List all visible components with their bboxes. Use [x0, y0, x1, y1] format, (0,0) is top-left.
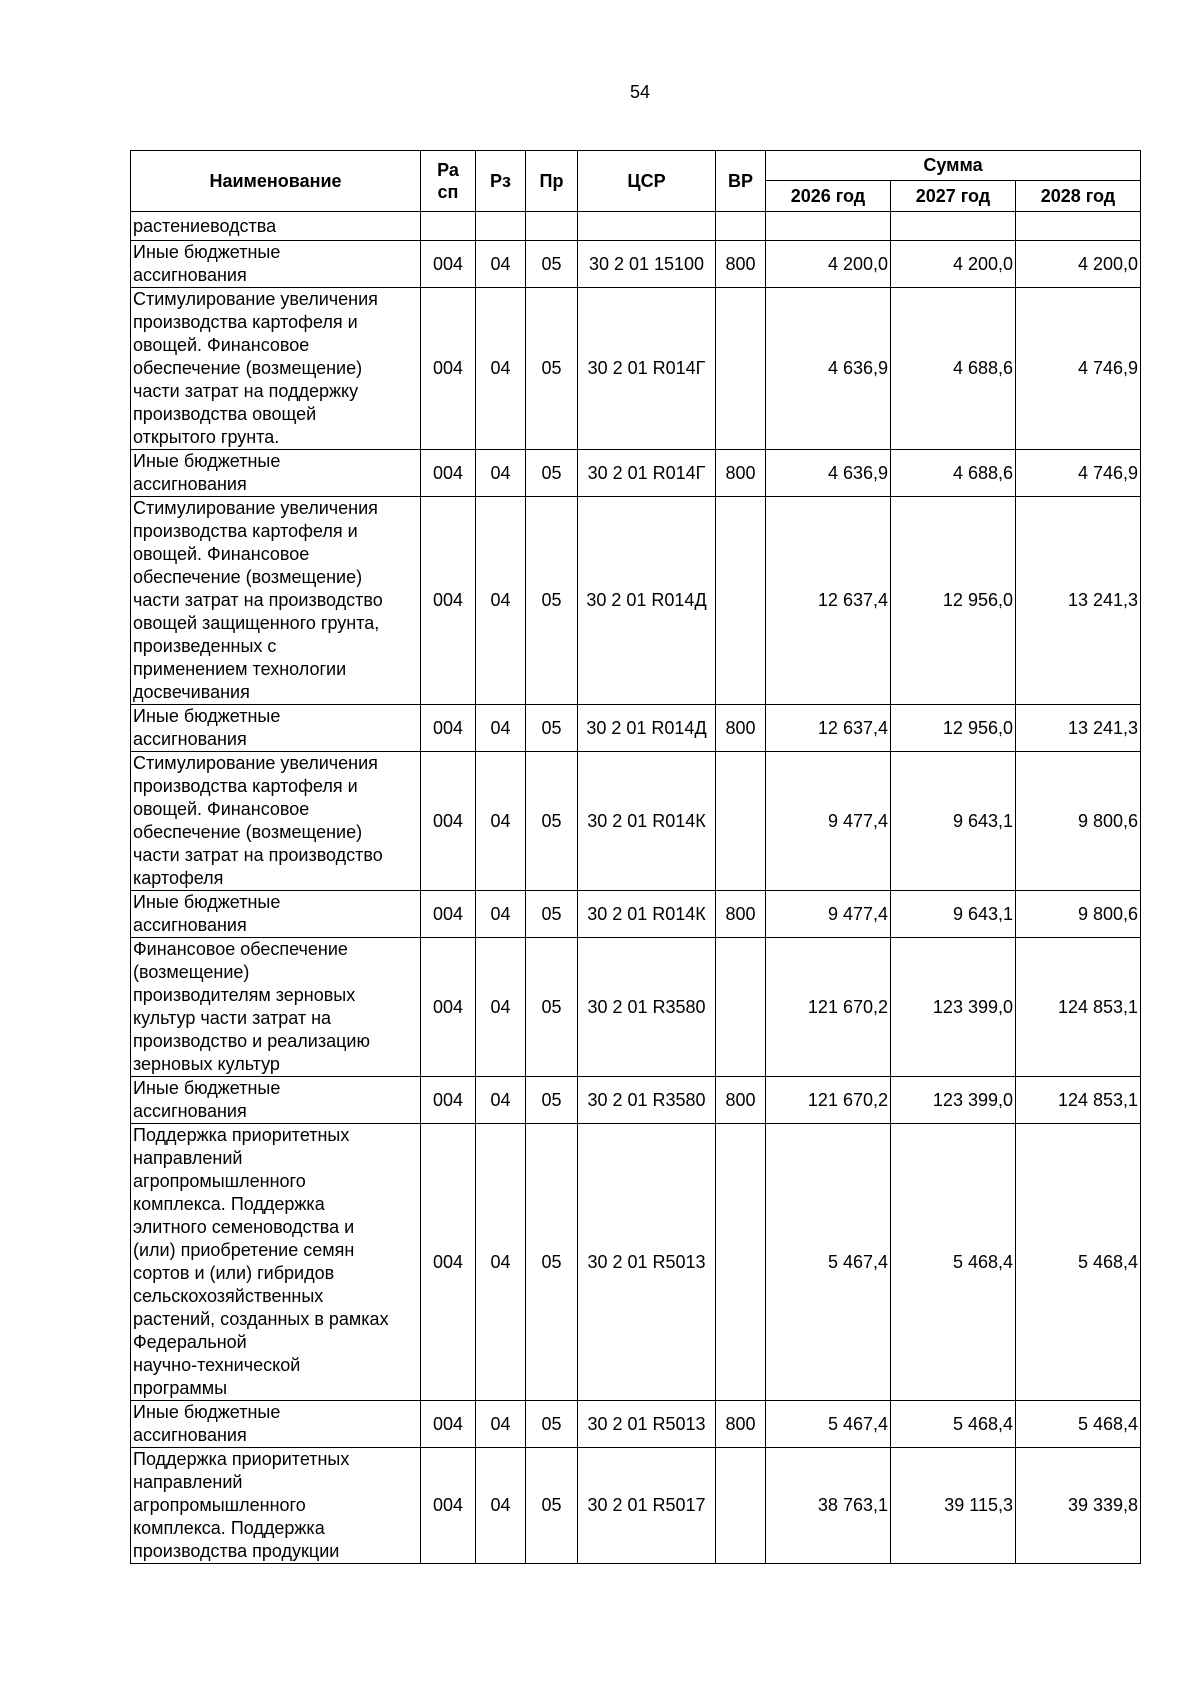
row-2028: 124 853,1 — [1016, 1077, 1141, 1124]
row-pr: 05 — [526, 497, 578, 705]
row-2028: 124 853,1 — [1016, 938, 1141, 1077]
row-pr: 05 — [526, 1401, 578, 1448]
row-name: Иные бюджетные ассигнования — [131, 241, 421, 288]
table-row — [131, 1124, 1141, 1401]
table-row — [131, 1077, 1141, 1124]
row-2027: 4 200,0 — [891, 241, 1016, 288]
row-rz: 04 — [476, 497, 526, 705]
row-2027: 12 956,0 — [891, 497, 1016, 705]
row-rz: 04 — [476, 891, 526, 938]
row-pr: 05 — [526, 1124, 578, 1401]
row-rasp: 004 — [421, 705, 476, 752]
row-rasp: 004 — [421, 1401, 476, 1448]
table-row — [131, 241, 1141, 288]
header-year-2026: 2026 год — [766, 181, 891, 212]
row-rasp: 004 — [421, 497, 476, 705]
row-2027: 5 468,4 — [891, 1401, 1016, 1448]
row-2027: 123 399,0 — [891, 1077, 1016, 1124]
row-pr: 05 — [526, 450, 578, 497]
row-pr: 05 — [526, 1077, 578, 1124]
table-row — [131, 288, 1141, 450]
row-pr: 05 — [526, 891, 578, 938]
row-name: Стимулирование увеличения производства картофеля и овощей. Финансовое обеспечение (возмещение) части затрат на производство овощей защищенного грунта, произведенных с применением технологии досвечивания — [131, 497, 421, 705]
row-vr: 800 — [716, 891, 766, 938]
row-2027: 4 688,6 — [891, 450, 1016, 497]
row-csr: 30 2 01 R5017 — [578, 1448, 716, 1564]
row-rz — [476, 212, 526, 241]
table-row — [131, 1448, 1141, 1564]
row-pr: 05 — [526, 241, 578, 288]
row-2026: 5 467,4 — [766, 1401, 891, 1448]
row-2027: 4 688,6 — [891, 288, 1016, 450]
row-rz: 04 — [476, 752, 526, 891]
row-rz: 04 — [476, 241, 526, 288]
row-2026: 5 467,4 — [766, 1124, 891, 1401]
header-rasp: Ра сп — [421, 151, 476, 212]
row-vr: 800 — [716, 1401, 766, 1448]
row-name: Иные бюджетные ассигнования — [131, 891, 421, 938]
row-pr — [526, 212, 578, 241]
header-sum: Сумма — [766, 151, 1141, 181]
row-name: Иные бюджетные ассигнования — [131, 450, 421, 497]
row-rasp: 004 — [421, 891, 476, 938]
table-row — [131, 212, 1141, 241]
row-2028: 4 746,9 — [1016, 450, 1141, 497]
row-2028: 9 800,6 — [1016, 891, 1141, 938]
row-vr: 800 — [716, 241, 766, 288]
table-row — [131, 1401, 1141, 1448]
header-vr: ВР — [716, 151, 766, 212]
table-row — [131, 497, 1141, 705]
row-2026: 9 477,4 — [766, 891, 891, 938]
page-number: 54 — [629, 82, 651, 102]
header-year-2028: 2028 год — [1016, 181, 1141, 212]
row-rz: 04 — [476, 1448, 526, 1564]
row-2027: 9 643,1 — [891, 752, 1016, 891]
row-csr: 30 2 01 R014Г — [578, 450, 716, 497]
row-2027: 123 399,0 — [891, 938, 1016, 1077]
row-vr — [716, 288, 766, 450]
row-2026: 4 636,9 — [766, 288, 891, 450]
row-2026: 4 200,0 — [766, 241, 891, 288]
row-vr — [716, 752, 766, 891]
table-row — [131, 752, 1141, 891]
row-rz: 04 — [476, 1401, 526, 1448]
row-csr: 30 2 01 R014К — [578, 752, 716, 891]
row-2027 — [891, 212, 1016, 241]
header-pr: Пр — [526, 151, 578, 212]
row-vr: 800 — [716, 1077, 766, 1124]
row-rasp — [421, 212, 476, 241]
row-rz: 04 — [476, 938, 526, 1077]
header-year-2027: 2027 год — [891, 181, 1016, 212]
row-vr — [716, 938, 766, 1077]
row-csr: 30 2 01 R5013 — [578, 1124, 716, 1401]
row-rz: 04 — [476, 1124, 526, 1401]
table-row — [131, 891, 1141, 938]
row-name: растениеводства — [131, 212, 421, 241]
header-name: Наименование — [131, 151, 421, 212]
row-2026: 38 763,1 — [766, 1448, 891, 1564]
row-csr — [578, 212, 716, 241]
row-2026: 9 477,4 — [766, 752, 891, 891]
row-rasp: 004 — [421, 288, 476, 450]
row-2028: 4 746,9 — [1016, 288, 1141, 450]
row-2028: 39 339,8 — [1016, 1448, 1141, 1564]
row-rz: 04 — [476, 1077, 526, 1124]
row-2027: 9 643,1 — [891, 891, 1016, 938]
row-csr: 30 2 01 R014Д — [578, 705, 716, 752]
row-csr: 30 2 01 R5013 — [578, 1401, 716, 1448]
row-csr: 30 2 01 R014Г — [578, 288, 716, 450]
table-row — [131, 938, 1141, 1077]
row-2028 — [1016, 212, 1141, 241]
row-2028: 5 468,4 — [1016, 1124, 1141, 1401]
row-2028: 5 468,4 — [1016, 1401, 1141, 1448]
row-rasp: 004 — [421, 938, 476, 1077]
row-csr: 30 2 01 15100 — [578, 241, 716, 288]
header-rz: Рз — [476, 151, 526, 212]
row-rz: 04 — [476, 288, 526, 450]
row-2026: 4 636,9 — [766, 450, 891, 497]
budget-table — [130, 150, 1141, 1564]
row-vr — [716, 1124, 766, 1401]
row-pr: 05 — [526, 938, 578, 1077]
row-csr: 30 2 01 R014К — [578, 891, 716, 938]
row-name: Стимулирование увеличения производства картофеля и овощей. Финансовое обеспечение (возмещение) части затрат на поддержку производства овощей открытого грунта. — [131, 288, 421, 450]
row-pr: 05 — [526, 705, 578, 752]
row-pr: 05 — [526, 288, 578, 450]
row-rasp: 004 — [421, 1077, 476, 1124]
row-rasp: 004 — [421, 752, 476, 891]
row-2027: 12 956,0 — [891, 705, 1016, 752]
row-2027: 39 115,3 — [891, 1448, 1016, 1564]
row-2028: 9 800,6 — [1016, 752, 1141, 891]
row-vr: 800 — [716, 450, 766, 497]
row-rasp: 004 — [421, 1124, 476, 1401]
row-2026 — [766, 212, 891, 241]
row-vr — [716, 1448, 766, 1564]
row-2027: 5 468,4 — [891, 1124, 1016, 1401]
row-rz: 04 — [476, 450, 526, 497]
row-rasp: 004 — [421, 450, 476, 497]
row-vr: 800 — [716, 705, 766, 752]
row-2028: 13 241,3 — [1016, 497, 1141, 705]
row-vr — [716, 212, 766, 241]
row-2028: 13 241,3 — [1016, 705, 1141, 752]
row-name: Финансовое обеспечение (возмещение) производителям зерновых культур части затрат на производство и реализацию зерновых культур — [131, 938, 421, 1077]
row-2026: 12 637,4 — [766, 705, 891, 752]
table-row — [131, 450, 1141, 497]
row-2026: 121 670,2 — [766, 938, 891, 1077]
row-csr: 30 2 01 R3580 — [578, 938, 716, 1077]
row-rasp: 004 — [421, 241, 476, 288]
row-pr: 05 — [526, 1448, 578, 1564]
row-name: Иные бюджетные ассигнования — [131, 705, 421, 752]
row-rz: 04 — [476, 705, 526, 752]
row-csr: 30 2 01 R3580 — [578, 1077, 716, 1124]
header-csr: ЦСР — [578, 151, 716, 212]
row-2026: 12 637,4 — [766, 497, 891, 705]
row-2026: 121 670,2 — [766, 1077, 891, 1124]
row-vr — [716, 497, 766, 705]
row-csr: 30 2 01 R014Д — [578, 497, 716, 705]
row-name: Поддержка приоритетных направлений агропромышленного комплекса. Поддержка производства продукции — [131, 1448, 421, 1564]
row-2028: 4 200,0 — [1016, 241, 1141, 288]
table-row — [131, 705, 1141, 752]
row-name: Поддержка приоритетных направлений агропромышленного комплекса. Поддержка элитного семеноводства и (или) приобретение семян сортов и (или) гибридов сельскохозяйственных растений, созданных в рамках Федеральной научно-технической программы — [131, 1124, 421, 1401]
row-pr: 05 — [526, 752, 578, 891]
row-name: Иные бюджетные ассигнования — [131, 1077, 421, 1124]
row-rasp: 004 — [421, 1448, 476, 1564]
row-name: Иные бюджетные ассигнования — [131, 1401, 421, 1448]
row-name: Стимулирование увеличения производства картофеля и овощей. Финансовое обеспечение (возмещение) части затрат на производство картофеля — [131, 752, 421, 891]
